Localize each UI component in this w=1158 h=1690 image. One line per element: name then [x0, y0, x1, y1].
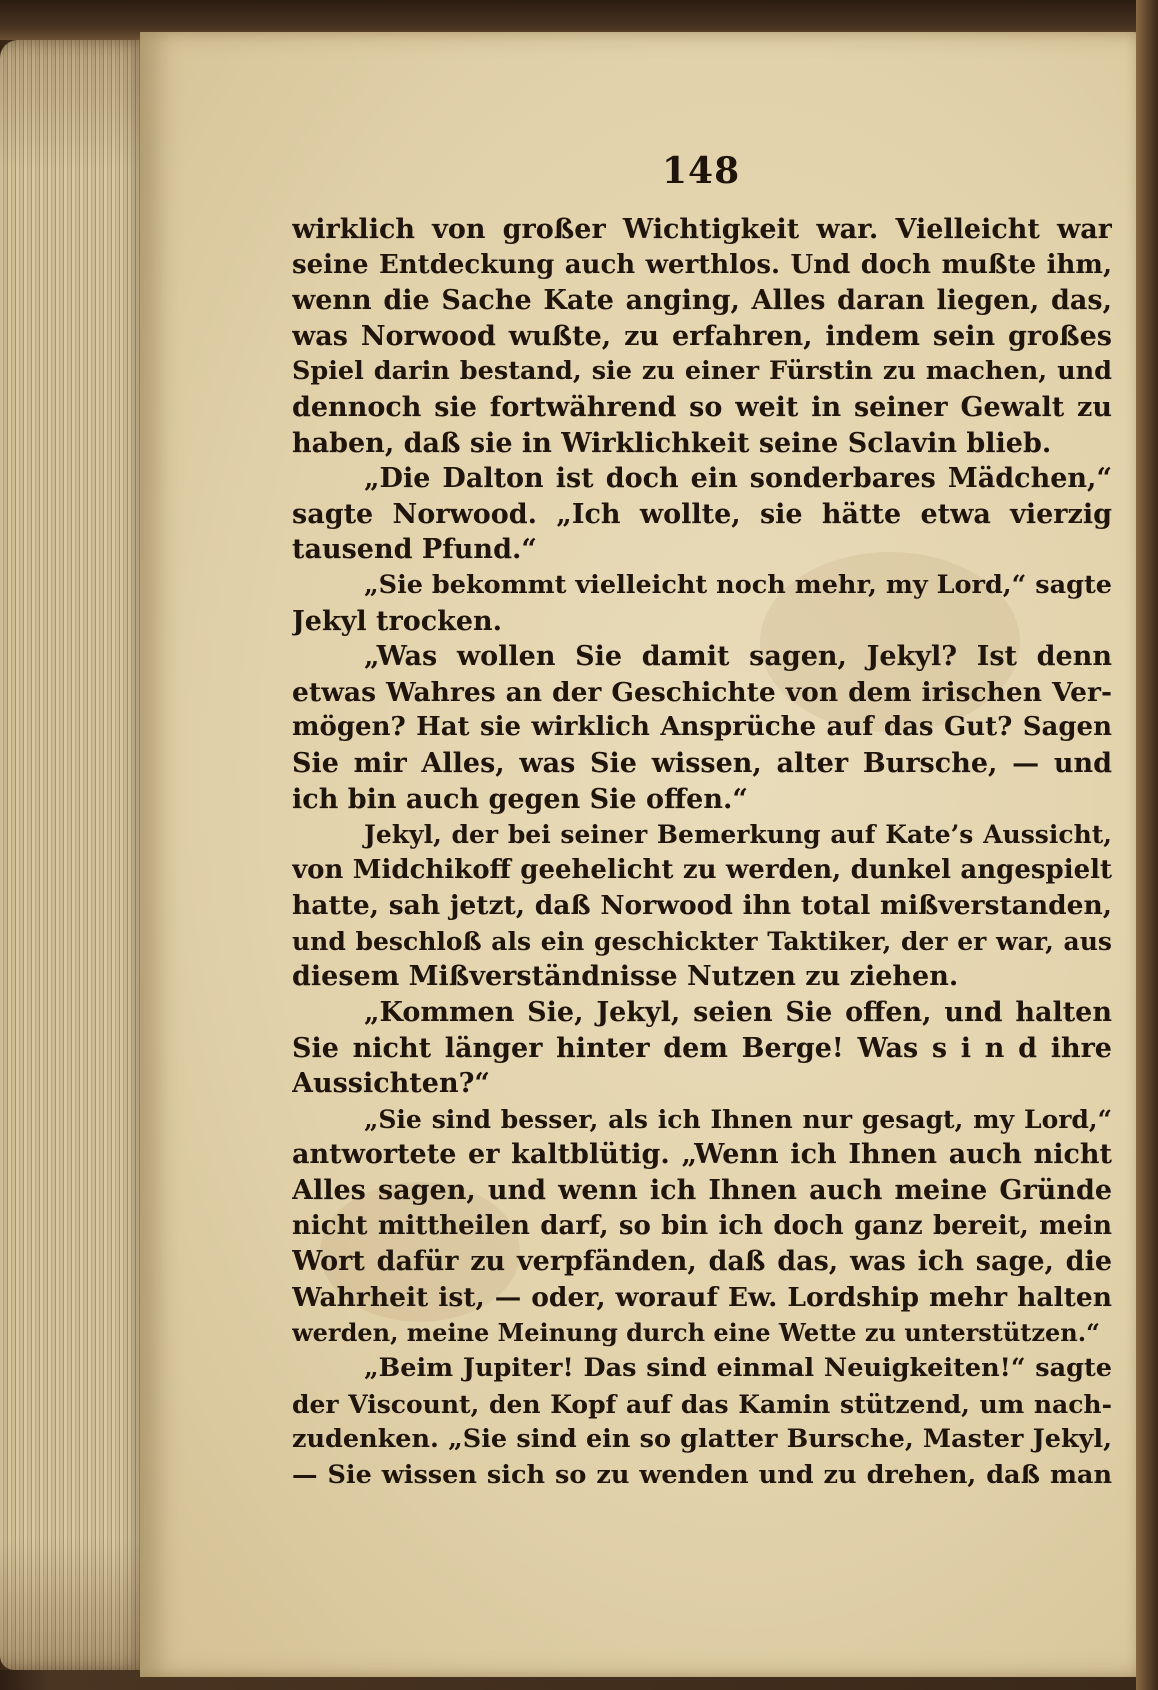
text-line: — Sie wissen sich so zu wenden und zu drehen, daß man	[292, 1459, 1112, 1490]
text-line: der Viscount, den Kopf auf das Kamin stützend, um nach-	[292, 1389, 1112, 1419]
body-text	[292, 212, 1112, 1493]
text-line: „Was wollen Sie damit sagen, Jekyl? Ist denn	[364, 641, 1112, 673]
text-line: von Midchikoff geehelicht zu werden, dunkel angespielt	[292, 854, 1112, 885]
text-line: „Die Dalton ist doch ein sonderbares Mädchen,“	[364, 463, 1112, 495]
text-line: Sie nicht länger hinter dem Berge! Was s i n d ihre	[292, 1032, 1112, 1064]
text-line: Aussichten?“	[292, 1068, 490, 1100]
text-line: „Sie sind besser, als ich Ihnen nur gesagt, my Lord,“	[364, 1104, 1112, 1134]
text-line: ich bin auch gegen Sie offen.“	[292, 783, 748, 815]
page-number: 148	[662, 150, 741, 192]
text-line: und beschloß als ein geschickter Taktiker, der er war, aus	[292, 926, 1112, 956]
text-line: haben, daß sie in Wirklichkeit seine Sclavin blieb.	[292, 427, 1052, 459]
text-line: Spiel darin bestand, sie zu einer Fürstin zu machen, und	[292, 356, 1112, 387]
text-line: antwortete er kaltblütig. „Wenn ich Ihnen auch nicht	[292, 1139, 1112, 1171]
text-line: „Beim Jupiter! Das sind einmal Neuigkeiten!“ sagte	[364, 1353, 1112, 1383]
text-line: sagte Norwood. „Ich wollte, sie hätte etwa vierzig	[292, 498, 1112, 530]
text-line: dennoch sie fortwährend so weit in seiner Gewalt zu	[292, 391, 1112, 423]
text-line: mögen? Hat sie wirklich Ansprüche auf das Gut? Sagen	[292, 712, 1112, 743]
text-line: werden, meine Meinung durch eine Wette zu unterstützen.“	[292, 1318, 1100, 1348]
text-line: Alles sagen, und wenn ich Ihnen auch meine Gründe	[292, 1175, 1112, 1207]
text-line: Wahrheit ist, — oder, worauf Ew. Lordship mehr halten	[292, 1281, 1112, 1313]
text-line: zudenken. „Sie sind ein so glatter Bursche, Master Jekyl,	[292, 1424, 1112, 1455]
text-line: wirklich von großer Wichtigkeit war. Vielleicht war	[292, 214, 1112, 245]
text-line: Wort dafür zu verpfänden, daß das, was ich sage, die	[292, 1246, 1112, 1278]
text-line: nicht mittheilen darf, so bin ich doch ganz bereit, mein	[292, 1210, 1112, 1241]
text-line: tausend Pfund.“	[292, 534, 537, 566]
text-line: seine Entdeckung auch werthlos. Und doch mußte ihm,	[292, 249, 1112, 280]
text-line: „Kommen Sie, Jekyl, seien Sie offen, und halten	[364, 997, 1112, 1029]
text-line: „Sie bekommt vielleicht noch mehr, my Lord,“ sagte	[364, 569, 1112, 600]
text-line: diesem Mißverständnisse Nutzen zu ziehen.	[292, 961, 959, 993]
text-line: wenn die Sache Kate anging, Alles daran liegen, das,	[292, 285, 1112, 317]
page-edges	[0, 40, 150, 1670]
text-line: was Norwood wußte, zu erfahren, indem sein großes	[292, 320, 1112, 352]
text-line: Jekyl, der bei seiner Bemerkung auf Kate’s Aussicht,	[364, 820, 1112, 850]
text-line: hatte, sah jetzt, daß Norwood ihn total mißverstanden,	[292, 890, 1112, 922]
text-line: Sie mir Alles, was Sie wissen, alter Bursche, — und	[292, 747, 1112, 779]
book-cover-edge	[1136, 0, 1158, 1690]
text-line: Jekyl trocken.	[292, 605, 503, 637]
text-line: etwas Wahres an der Geschichte von dem irischen Ver-	[292, 676, 1112, 708]
